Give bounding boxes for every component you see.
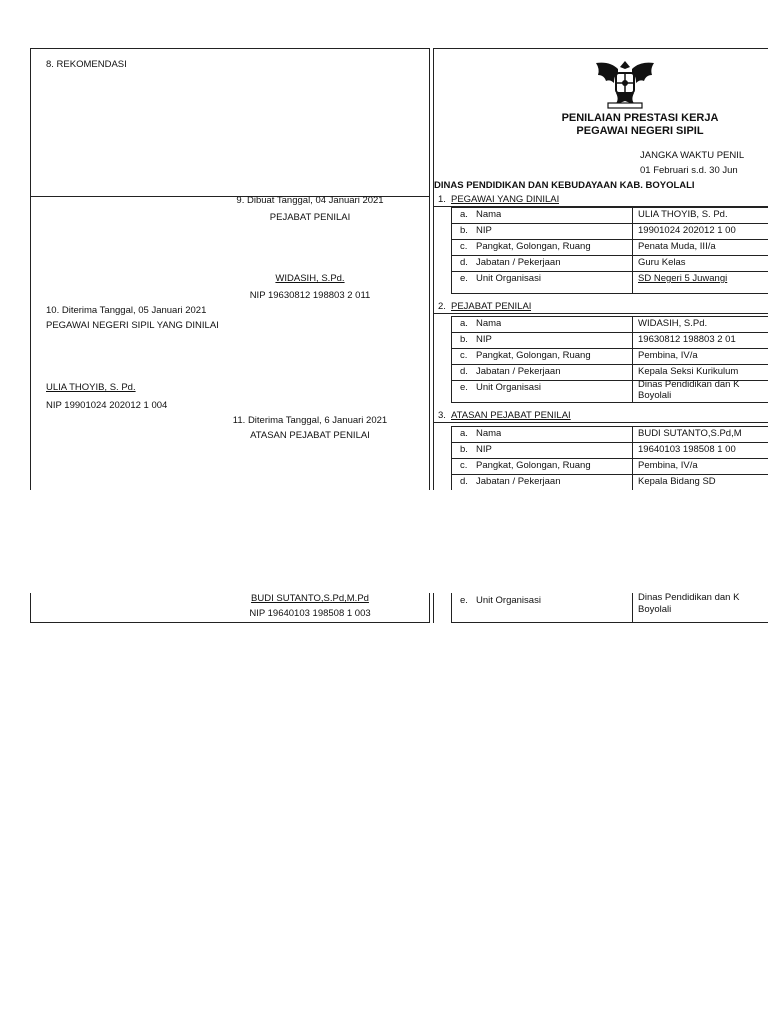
section1-row-value: SD Negeri 5 Juwangi	[638, 273, 728, 284]
pejabat-penilai-name: WIDASIH, S.Pd.	[275, 273, 345, 284]
section2-row-key: e.	[460, 382, 468, 393]
section3-row-key: b.	[460, 444, 468, 455]
pegawai-dinilai-nip: NIP 19901024 202012 1 004	[46, 400, 168, 411]
section1-row-label: Pangkat, Golongan, Ruang	[476, 241, 591, 252]
section2-row-key: a.	[460, 318, 468, 329]
section3-row-value: BUDI SUTANTO,S.Pd,M	[638, 428, 742, 439]
section2-title: PEJABAT PENILAI	[451, 301, 532, 312]
section3-row-key: c.	[460, 460, 468, 471]
jangka-waktu-label: JANGKA WAKTU PENIL	[640, 150, 745, 161]
pegawai-dinilai-name: ULIA THOYIB, S. Pd.	[46, 382, 136, 393]
section1-row-key: c.	[460, 241, 468, 252]
section2-row-value: Pembina, IV/a	[638, 350, 698, 361]
section2-number: 2.	[438, 301, 446, 312]
title-penilaian: PENILAIAN PRESTASI KERJA	[561, 112, 719, 124]
section1-row-value: Penata Muda, III/a	[638, 241, 716, 252]
section2-row-label: NIP	[476, 334, 492, 345]
section3-number: 3.	[438, 410, 446, 421]
section1-row-key: e.	[460, 273, 468, 284]
pejabat-penilai-nip: NIP 19630812 198803 2 011	[249, 290, 371, 301]
diterima-tanggal-10: 10. Diterima Tanggal, 05 Januari 2021	[46, 305, 207, 316]
section2-row-value: WIDASIH, S.Pd.	[638, 318, 708, 329]
unit-organisasi-key: e.	[460, 595, 468, 606]
section1-row-value: Guru Kelas	[638, 257, 686, 268]
section1-number: 1.	[438, 194, 446, 205]
section1-row-key: d.	[460, 257, 468, 268]
unit-organisasi-value: Dinas Pendidikan dan K	[638, 592, 740, 603]
atasan-pejabat-title: ATASAN PEJABAT PENILAI	[250, 430, 370, 441]
pejabat-penilai-title: PEJABAT PENILAI	[269, 212, 351, 223]
section1-row-label: NIP	[476, 225, 492, 236]
section1-row-label: Unit Organisasi	[476, 273, 541, 284]
section2-row-label: Unit Organisasi	[476, 382, 541, 393]
section2-row-label: Jabatan / Pekerjaan	[476, 366, 561, 377]
section3-row-key: d.	[460, 476, 468, 487]
diterima-tanggal-11: 11. Diterima Tanggal, 6 Januari 2021	[232, 415, 388, 426]
section2-row-label: Pangkat, Golongan, Ruang	[476, 350, 591, 361]
section2-row-value: Dinas Pendidikan dan K	[638, 379, 740, 390]
dinas-header: DINAS PENDIDIKAN DAN KEBUDAYAAN KAB. BOYOLALI	[434, 180, 695, 191]
section3-row-label: Pangkat, Golongan, Ruang	[476, 460, 591, 471]
pegawai-dinilai-title: PEGAWAI NEGERI SIPIL YANG DINILAI	[46, 320, 219, 331]
atasan-pejabat-nip: NIP 19640103 198508 1 003	[249, 608, 371, 619]
rekomendasi-label: 8. REKOMENDASI	[46, 59, 127, 70]
title-pns: PEGAWAI NEGERI SIPIL	[576, 125, 704, 137]
atasan-pejabat-name: BUDI SUTANTO,S.Pd,M.Pd	[251, 593, 369, 604]
section3-row-value: Pembina, IV/a	[638, 460, 698, 471]
section1-row-value: 19901024 202012 1 00	[638, 225, 736, 236]
section3-row-key: a.	[460, 428, 468, 439]
section3-row-label: Nama	[476, 428, 502, 439]
section1-row-key: a.	[460, 209, 468, 220]
section2-row-key: d.	[460, 366, 468, 377]
unit-organisasi-value-line2: Boyolali	[638, 604, 672, 615]
jangka-waktu-value: 01 Februari s.d. 30 Jun	[640, 165, 738, 176]
section2-row-label: Nama	[476, 318, 502, 329]
unit-organisasi-label: Unit Organisasi	[476, 595, 541, 606]
section2-row-value-line2: Boyolali	[638, 390, 672, 401]
section3-row-label: NIP	[476, 444, 492, 455]
section3-row-label: Jabatan / Pekerjaan	[476, 476, 561, 487]
section1-row-label: Jabatan / Pekerjaan	[476, 257, 561, 268]
section1-title: PEGAWAI YANG DINILAI	[451, 194, 560, 205]
section2-row-key: c.	[460, 350, 468, 361]
dibuat-tanggal: 9. Dibuat Tanggal, 04 Januari 2021	[236, 195, 384, 206]
section1-row-key: b.	[460, 225, 468, 236]
section3-title: ATASAN PEJABAT PENILAI	[451, 410, 571, 421]
section1-row-value: ULIA THOYIB, S. Pd.	[638, 209, 728, 220]
section2-row-value: 19630812 198803 2 01	[638, 334, 736, 345]
section1-row-label: Nama	[476, 209, 502, 220]
garuda-emblem-icon	[590, 55, 660, 111]
section3-row-value: Kepala Bidang SD	[638, 476, 716, 487]
section2-row-value: Kepala Seksi Kurikulum	[638, 366, 739, 377]
section3-row-value: 19640103 198508 1 00	[638, 444, 736, 455]
section2-row-key: b.	[460, 334, 468, 345]
